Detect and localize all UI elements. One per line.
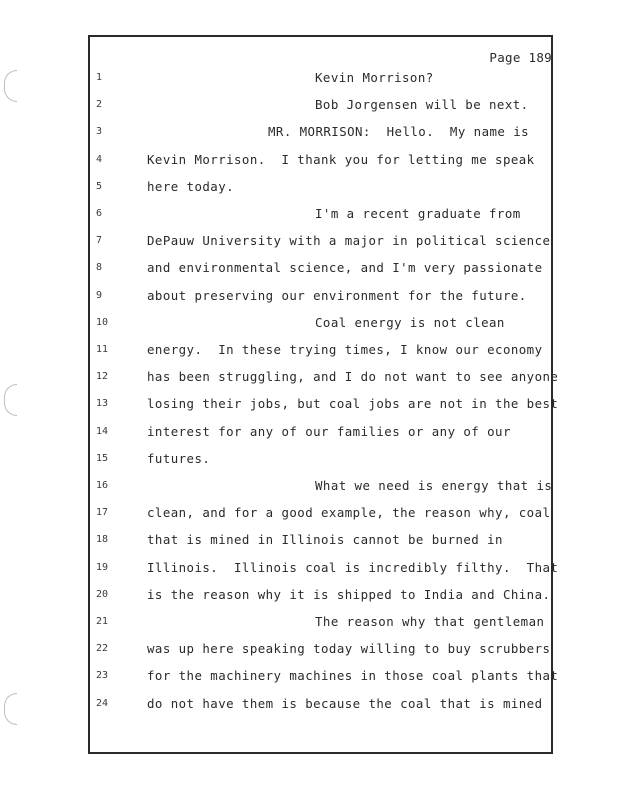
line-number: 1 [96, 72, 103, 83]
line-number: 16 [96, 480, 109, 491]
line-text: and environmental science, and I'm very passionate [147, 260, 543, 276]
transcript-line [0, 69, 618, 87]
transcript-line [0, 368, 618, 386]
line-text: I'm a recent graduate from [315, 206, 521, 221]
line-number: 7 [96, 235, 103, 247]
line-number: 3 [96, 126, 103, 138]
transcript-line [0, 531, 618, 549]
line-text: was up here speaking today willing to buy scrubbers [147, 641, 551, 657]
line-text: clean, and for a good example, the reason why, coal [147, 505, 551, 521]
line-text: Illinois. Illinois coal is incredibly filthy. That [147, 559, 559, 575]
transcript-line [0, 395, 618, 413]
line-text: do not have them is because the coal that is mined [147, 695, 543, 711]
transcript-line [0, 287, 618, 305]
line-number: 6 [96, 208, 103, 219]
transcript-line [0, 151, 618, 169]
transcript-line [0, 504, 618, 522]
line-number: 18 [96, 534, 109, 546]
line-text: for the machinery machines in those coal plants that [147, 668, 559, 684]
transcript-line [0, 586, 618, 604]
transcript-line [0, 450, 618, 468]
line-text: that is mined in Illinois cannot be burned in [147, 532, 503, 548]
line-text: The reason why that gentleman [315, 614, 545, 629]
line-number: 20 [96, 588, 109, 600]
line-number: 4 [96, 153, 103, 165]
line-text: energy. In these trying times, I know our economy [147, 342, 543, 357]
line-number: 8 [96, 262, 103, 274]
line-number: 24 [96, 697, 109, 709]
line-text: Coal energy is not clean [315, 314, 505, 330]
line-number: 14 [96, 425, 109, 437]
line-number: 13 [96, 398, 109, 410]
line-number: 5 [96, 180, 103, 192]
line-text: interest for any of our families or any of our [147, 423, 511, 439]
transcript-line [0, 123, 618, 141]
line-number: 19 [96, 561, 109, 573]
line-text: losing their jobs, but coal jobs are not in the best [147, 396, 559, 412]
transcript-line [0, 477, 618, 495]
transcript-line [0, 695, 618, 713]
line-text: futures. [147, 450, 211, 466]
transcript-line [0, 423, 618, 441]
transcript-line [0, 640, 618, 658]
transcript-line [0, 232, 618, 250]
transcript-line [0, 613, 618, 631]
transcript-line [0, 667, 618, 685]
line-number: 12 [96, 371, 109, 383]
line-text: DePauw University with a major in political science [147, 233, 551, 249]
line-text: here today. [147, 178, 235, 194]
line-text: MR. MORRISON: Hello. My name is [268, 124, 530, 140]
transcript-line [0, 96, 618, 114]
line-text: Kevin Morrison? [315, 70, 434, 85]
page-number: Page 189 [489, 50, 552, 65]
line-text: has been struggling, and I do not want to see anyone [147, 369, 559, 385]
line-number: 17 [96, 507, 109, 519]
line-number: 11 [96, 344, 109, 355]
line-text: is the reason why it is shipped to India and China. [147, 586, 551, 602]
line-number: 22 [96, 643, 109, 655]
line-number: 2 [96, 99, 103, 111]
line-text: What we need is energy that is [315, 478, 553, 493]
transcript-line [0, 205, 618, 223]
transcript-line [0, 259, 618, 277]
transcript-line [0, 178, 618, 196]
transcript-line [0, 559, 618, 577]
transcript-line [0, 314, 618, 332]
line-text: about preserving our environment for the future. [147, 287, 527, 303]
line-number: 21 [96, 616, 109, 627]
line-text: Bob Jorgensen will be next. [315, 97, 529, 113]
line-number: 10 [96, 316, 109, 328]
line-number: 15 [96, 452, 109, 464]
line-text: Kevin Morrison. I thank you for letting me speak [147, 151, 535, 167]
line-number: 23 [96, 670, 109, 682]
transcript-line [0, 341, 618, 359]
line-number: 9 [96, 289, 103, 301]
